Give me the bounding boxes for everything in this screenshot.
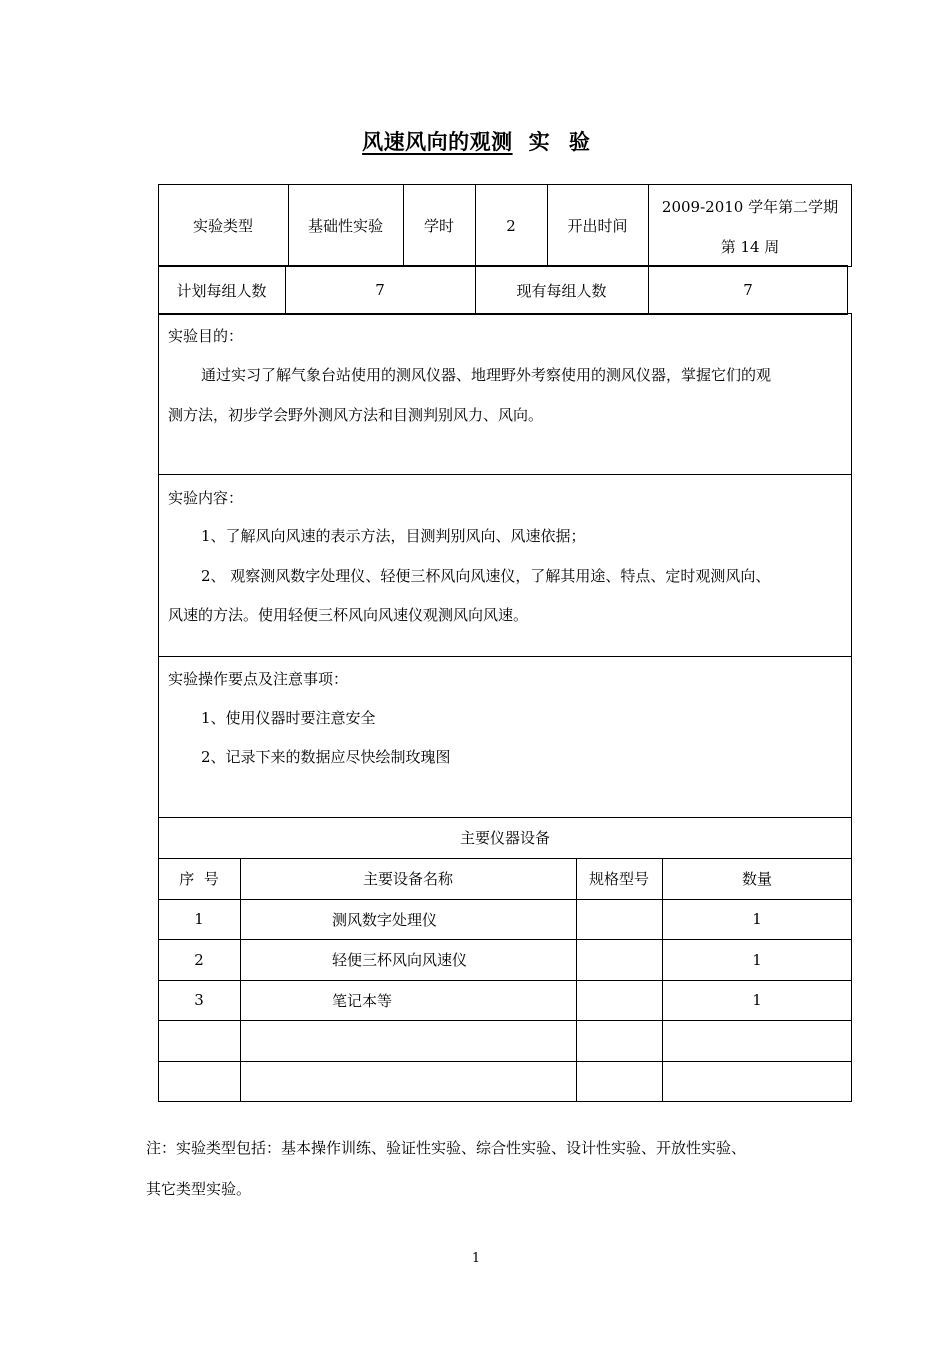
- type-label: 实验类型: [192, 217, 253, 235]
- table-row-2-spec: [576, 939, 662, 980]
- title-main: 风速风向的观测: [362, 129, 513, 154]
- table-row-1-qty: 1: [752, 910, 762, 928]
- table-row-2-qty: 1: [752, 950, 762, 969]
- content-heading: 实验内容：: [168, 489, 244, 507]
- table-row-4-qty: [662, 1020, 852, 1061]
- table-row-4-spec: [576, 1020, 662, 1061]
- current-value: 7: [743, 281, 753, 299]
- operation-item-1: 1、使用仪器时要注意安全: [201, 709, 376, 727]
- purpose-heading: 实验目的：: [168, 327, 244, 345]
- col-header-no: 序 号: [179, 870, 219, 888]
- content-item-2-line-2: 风速的方法。使用轻便三杯风向风速仪观测风向风速。: [168, 606, 529, 624]
- content-item-2-line-1: 2、 观察测风数字处理仪、轻便三杯风向风速仪，了解其用途、特点、定时观测风向、: [201, 567, 771, 585]
- col-header-qty: 数量: [741, 870, 772, 888]
- table-row-1-name: 测风数字处理仪: [332, 910, 438, 929]
- table-row-2-name: 轻便三杯风向风速仪: [332, 951, 468, 969]
- current-label: 现有每组人数: [516, 281, 607, 300]
- page-number: 1: [471, 1251, 481, 1266]
- table-row-5-qty: [662, 1061, 852, 1102]
- operation-section: [158, 656, 852, 817]
- table-row-3-spec: [576, 980, 662, 1020]
- table-row-5-no: [158, 1061, 240, 1102]
- table-row-3-no: 3: [194, 991, 204, 1009]
- title-sub: 实 验: [528, 129, 596, 154]
- hours-label: 学时: [423, 217, 454, 235]
- page-title: [0, 126, 952, 156]
- table-row-3-qty: 1: [752, 991, 762, 1009]
- purpose-section: [158, 313, 852, 474]
- table-row-4-name: [240, 1020, 576, 1061]
- purpose-line-1: 通过实习了解气象台站使用的测风仪器、地理野外考察使用的测风仪器，掌握它们的观: [201, 366, 772, 384]
- note-line-2: 其它类型实验。: [146, 1180, 252, 1198]
- planned-label: 计划每组人数: [176, 281, 267, 300]
- col-header-name: 主要设备名称: [362, 870, 453, 888]
- planned-value: 7: [375, 281, 385, 299]
- note-line-1: 注：实验类型包括：基本操作训练、验证性实验、综合性实验、设计性实验、开放性实验、: [146, 1139, 747, 1157]
- operation-item-2: 2、记录下来的数据应尽快绘制玫瑰图: [201, 748, 451, 766]
- time-label: 开出时间: [567, 217, 628, 235]
- time-value-line2: 第 14 周: [720, 237, 780, 256]
- table-row-3-name: 笔记本等: [332, 991, 393, 1010]
- type-value: 基础性实验: [307, 217, 383, 235]
- table-row-1-no: 1: [194, 910, 204, 928]
- purpose-line-2: 测方法，初步学会野外测风方法和目测判别风力、风向。: [168, 406, 544, 424]
- operation-heading: 实验操作要点及注意事项：: [168, 670, 349, 688]
- table-row-4-no: [158, 1020, 240, 1061]
- equipment-heading: 主要仪器设备: [459, 829, 550, 847]
- time-value-line1: 2009-2010 学年第二学期: [661, 197, 839, 216]
- content-item-1: 1、了解风向风速的表示方法，目测判别风向、风速依据；: [201, 527, 586, 545]
- table-row-1-spec: [576, 899, 662, 939]
- table-row-5-name: [240, 1061, 576, 1102]
- table-row-2-no: 2: [194, 950, 204, 969]
- content-section: [158, 474, 852, 656]
- hours-value: 2: [506, 216, 516, 235]
- col-header-spec: 规格型号: [588, 870, 649, 888]
- table-row-5-spec: [576, 1061, 662, 1102]
